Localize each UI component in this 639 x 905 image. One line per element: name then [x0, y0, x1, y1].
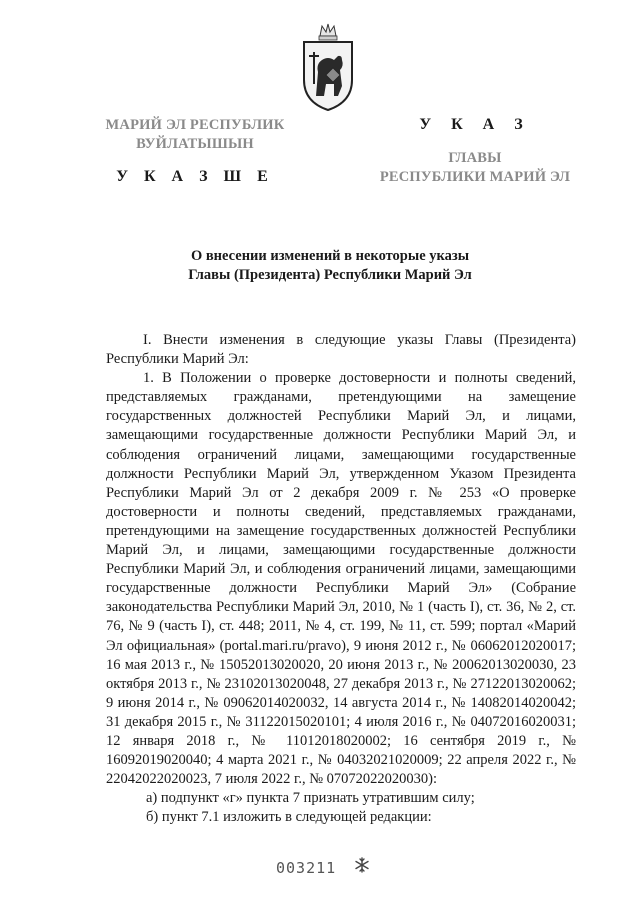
document-type-mari: У К А З Ш Е	[116, 168, 274, 185]
document-type-russian: У К А З	[419, 116, 531, 133]
issuer-line: ГЛАВЫ	[448, 150, 502, 166]
document-title	[130, 247, 530, 285]
snowflake-icon	[354, 857, 370, 873]
issuer-line: РЕСПУБЛИКИ МАРИЙ ЭЛ	[379, 169, 571, 185]
paragraph: I. Внести изменения в следующие указы Главы (Президента) Республики Марий Эл:	[106, 332, 576, 368]
issuer-name-mari	[100, 116, 290, 154]
issuer-line: МАРИЙ ЭЛ РЕСПУБЛИК	[105, 117, 285, 133]
serial-number: 003211	[276, 859, 337, 877]
issuer-name-russian	[360, 149, 590, 187]
coat-of-arms-icon	[298, 22, 358, 112]
paragraph: б) пункт 7.1 изложить в следующей редакции:	[146, 809, 432, 826]
document-body	[106, 331, 576, 827]
issuer-line: ВУЙЛАТЫШЫН	[136, 136, 254, 152]
paragraph: 1. В Положении о проверке достоверности и полноты сведений, представляемых гражданами, претендующими на замещение государственных должностей Республики Марий Эл, и лицами, замещающими государственные должности Республики Марий Эл, и соблюдения ограничений лицами, замещающими государственные должности Республики Марий Эл, утвержденном Указом Президента Республики Марий Эл от 2 декабря 2009 г. № 253 «О проверке достоверности и полноты сведений, представляемых гражданами, претендующими на замещение государственных должностей Республики Марий Эл, и лицами, замещающими государственные должности Республики Марий Эл, и соблюдения ограничений лицами, замещающими государственные должности Республики Марий Эл» (Собрание законодательства Республики Марий Эл, 2010, № 1 (часть I), ст. 36, № 2, ст. 76, № 9 (часть I), ст. 448; 2011, № 4, ст. 199, № 11, ст. 599; портал «Марий Эл официальная» (portal.mari.ru/pravo), 9 июня 2012 г., № 06062012020017; 16 мая 2013 г., № 15052013020020, 20 июня 2013 г., № 20062013020030, 23 октября 2013 г., № 23102013020048, 27 декабря 2013 г., № 27122013020062; 9 июня 2014 г., № 09062014020032, 14 августа 2014 г., № 14082014020042; 31 декабря 2015 г., № 31122015020101; 4 июля 2016 г., № 04072016020031; 12 января 2018 г., № 11012018020002; 16 сентября 2019 г., № 16092019020040; 4 марта 2021 г., № 04032021020009; 22 апреля 2022 г., № 22042022020023, 7 июля 2022 г., № 07072022020030):	[106, 370, 576, 788]
title-line: О внесении изменений в некоторые указы	[190, 248, 470, 264]
paragraph: а) подпункт «г» пункта 7 признать утратившим силу;	[146, 790, 475, 807]
title-line: Главы (Президента) Республики Марий Эл	[188, 267, 472, 283]
